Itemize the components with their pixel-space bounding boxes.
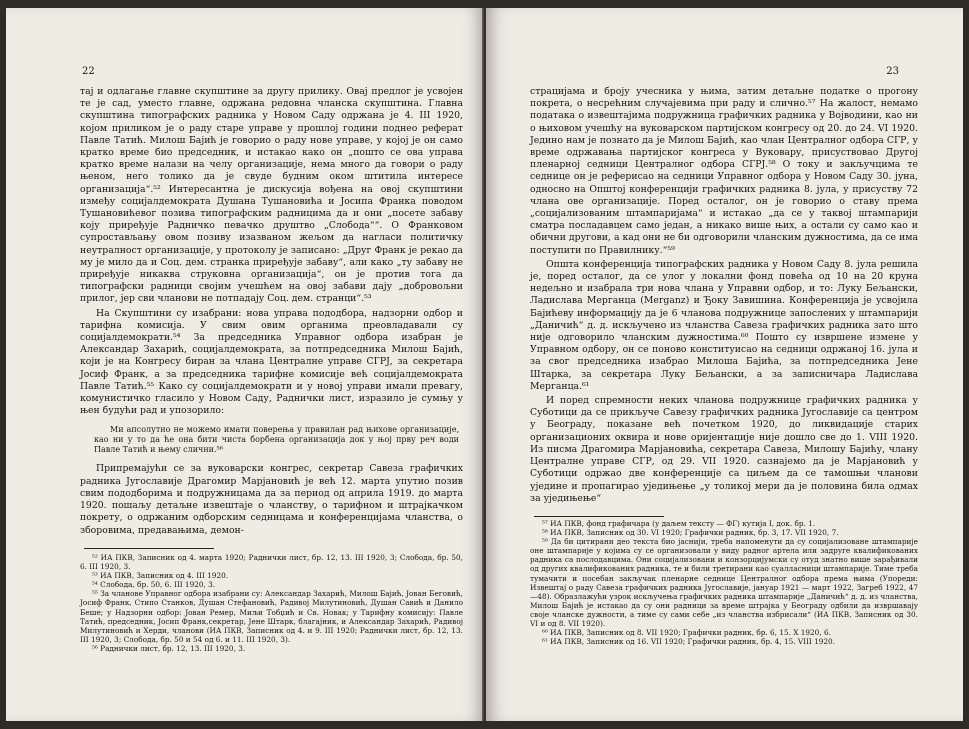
footnote: ⁵⁷ ИА ПКВ, фонд графичара (у даљем тексту — ФГ) кутија I, док. бр. 1. xyxy=(542,519,816,528)
paragraph: тај и одлагање главне скупштине за другу прилику. Овај предлог је усвојен те је сад, уместо главне, одржана редовна чланска скупштина. Главна скупштина типографских радника у Новом Саду одржана је 4. III 1920, којом приликом је о раду старе управе у прошлој години поднео реферат Павле Татић. Милош Бајић је говорио о раду нове управе, у којој је он само кратко време био председник, и истакао како он „пошто се ова управа кратко време налази на челу организације, нема много да говори о раду њеном, него толико да је свуде будним оком штитила интересе организација“.⁵² Интересантна је дискусија вођена на овој скупштини између социјалдемократа Душана Тушановића и Јосипа Франка поводом Тушановићевог позива типографским радницима да и они „посете забаву коју приређује Радничко певачко друштво „Слобода““. О Франковом супростављању овом позиву изазваном жељом да нагласи политичку неутралност организације, у протоколу је записано: „Друг Франк је рекао да му је мило да и Соц. дем. странка приређује забаву“, али како „ту забаву не приређује никаква струковна организација“, он је против тога да типографски радници својим учешћем на овој забави дају „добровољни прилог, јер сви чланови не потпадају Соц. дем. странци“.⁵³ xyxy=(80,86,463,305)
footnote-rule xyxy=(534,516,664,517)
footnote: ⁵⁴ Слобода, бр. 50, 6. III 1920, 3. xyxy=(92,580,216,590)
footnote: ⁵⁸ ИА ПКВ, Записник од 30. VI 1920; Графички радник, бр. 3, 17. VII 1920, 7. xyxy=(542,528,839,538)
body-text xyxy=(80,86,463,537)
footnote: ⁵⁵ За чланове Управног одбора изабрани су: Александар Захарић, Милош Бајић, Јован Беговић, Јосиф Франк, Стипо Станков, Душан Стефановић, Радивој Милутиновић, Душан Савић и Данило Беше; у Надзорни одбор: Јован Ремер, Миљи Тобџић и Св. Новак; у Тарифну комисију: Павле Татић, председник, Јосип Франк,секретар, Јене Штарк, благајник, и Александар Захарић, Радивој Милутиновић и Херди, чланови (ИА ПКВ, Записник од 4. и 9. III 1920; Раднички лист, бр. 12, 13. III 1920, 3; Слобода, бр. 50 и 54 од 6. и 11. III 1920, 3). xyxy=(80,589,463,644)
footnote: ⁶¹ ИА ПКВ, Записник од 16. VII 1920; Графички радник, бр. 4, 15. VIII 1920. xyxy=(542,637,836,647)
footnote: ⁵³ ИА ПКВ, Записник од 4. III 1920. xyxy=(92,571,229,581)
footnote: ⁵⁹ Да би цитирани део текста био јаснији, треба напоменути да су социјализоване штампарије оне штампарије у којима су се организовали у виду радног артела или задруге квалификованих радника са послодавцима. Они социјализовани и конзорцијумски су отуд знатно више зарађивали од других квалификованих радника, те и били третирани као суалласници штампарије. Тиме треба тумачити и посебан закључак пленарне седнице Централног одбора према њима (Упореди: Извештај о раду Савеза графичких радника Југославије, јануар 1921 — март 1922, Загреб 1922, 47—48). Образлажући узрок искључења графичких радника штампарије „Даничић“ д. д. из чланства, Милош Бајић је истакао да су они радници за време штрајка у Београду одбили да извршавају своје чланске дужности, а тиме су сами себе „из чланства избрисали“ (ИА ПКВ, Записник од 30. VI и од 8. VII 1920). xyxy=(530,537,918,629)
left-page xyxy=(6,8,484,721)
right-page xyxy=(486,8,963,721)
paragraph: И поред спремности неких чланова подружнице графичких радника у Суботици да се прикључе Савезу графичких радника Југославије са центром у Београду, показане већ почетком 1920, до ликвидације старих организационих оквира и нове оријентације није дошло све до 1. VIII 1920. Из писма Драгомира Марјановића, секретара Савеза, Милошу Бајићу, члану Централне управе СГР, од 29. VII 1920. сазнајемо да је Марјановић у Суботици одржао две конференције са циљем да се тамошњи чланови уједине и пропагирао уједињење „у толикој мери да је половина била одмах за уједињење“ xyxy=(530,395,918,504)
footnote: ⁵² ИА ПКВ, Записник од 4. марта 1920; Раднички лист, бр. 12, 13. III 1920, 3; Слобода, бр. 50, 6. III 1920, 3. xyxy=(80,553,463,572)
footnotes xyxy=(530,519,918,646)
footnote: ⁶⁰ ИА ПКВ, Записник од 8. VII 1920; Графички радник, бр. 6, 15. X 1920, 6. xyxy=(542,628,831,638)
footnote: ⁵⁶ Раднички лист, бр. 12, 13. III 1920, 3. xyxy=(92,643,246,653)
footnote-rule xyxy=(84,548,214,549)
paragraph: На Скупштини су изабрани: нова управа пододбора, надзорни одбор и тарифна комисија. У свим овим органима преовладавали су социјалдемократи.⁵⁴ За председника Управног одбора изабран је Александар Захарић, социјалдемократа, за потпредседника Милош Бајић, који је на Конгресу биран за члана Централне управе СГРЈ, за секретара Јосиф Франк, а за председника тарифне комисије већ социјалдемократа Павле Татић.⁵⁵ Како су социјалдемократи и у новој управи имали превагу, комунистичко гласило у Новом Саду, Раднички лист, изразило је сумњу у њен будући рад и упозорило: xyxy=(80,307,463,417)
body-text xyxy=(530,86,918,505)
paragraph: страцијама и броју учесника у њима, затим детаљне податке о прогону покрета, о несрећним случајевима при раду и слично.⁵⁷ На жалост, немамо података о извештајима подружница графичких радника у Војводини, као ни о њиховом учешћу на вуковарском партијском конгресу од 20. до 24. VI 1920. Једино нам је познато да је Милош Бајић, као члан Централног одбора СГР, у време одржавања партијског конгреса у Вуковару, присуствовао Другој пленарној седници Централног одбора СГРЈ.⁵⁸ О току и закључцима те седнице он је реферисао на седници Управног одбора у Новом Саду 30. јуна, односно на Општој конференцији графичких радника 8. јула, у присуству 72 члана ове организације. Поред осталог, он је говорио о ставу према „социјализованим штампаријама“ и истакао „да се у таквој штампарији сматра посладавцем само један, а никако више њих, а остали су само као и обични другови, а кад они не би одговорили чланским дужностима, да се има поступити по Правилнику.“⁵⁹ xyxy=(530,86,918,256)
footnotes xyxy=(80,553,463,653)
page-number: 23 xyxy=(886,66,899,77)
paragraph: Припремајући се за вуковарски конгрес, секретар Савеза графичких радника Југославије Драгомир Марјановић је већ 12. марта упутио позив свим пододборима и подружницама да за период од априла 1919. до марта 1920. пошаљу детаљне извештаје о чланству, о тарифном и штрајкачком покрету, о одржаним одборским седницама и конференцијама чланства, о зборовима, предавањима, демон- xyxy=(80,463,463,536)
paragraph: Општа конференција типографских радника у Новом Саду 8. јула решила је, поред осталог, да се улог у локални фонд повећа од 10 на 20 круна недељно и изабрала три нова члана у Управни одбор, и то: Луку Бељански, Ладислава Мерганца (Merganz) и Ђоку Завишина. Конференција је усвојила Бајићеву информацију да је 6 чланова подружнице запослених у штампарији „Даничић“ д. д. искључено из чланства Савеза графичких радника зато што није одговорило чланским дужностима.⁶⁰ Пошто су извршене измене у Управном одбору, он се поново конституисао на седници одржаној 16. јула и за свог председника изабрао Милоша Бајића, за потпредседника Јене Штарка, за секретара Луку Бељански, а за записничара Ладислава Мерганца.⁶¹ xyxy=(530,258,918,392)
block-quote: Ми апсолутно не можемо имати поверења у правилан рад њихове организације, као ни у то да ће она бити чиста борбена организација док у њој прву реч води Павле Татић и њему слични.⁵⁶ xyxy=(94,425,459,455)
page-number: 22 xyxy=(82,66,95,77)
